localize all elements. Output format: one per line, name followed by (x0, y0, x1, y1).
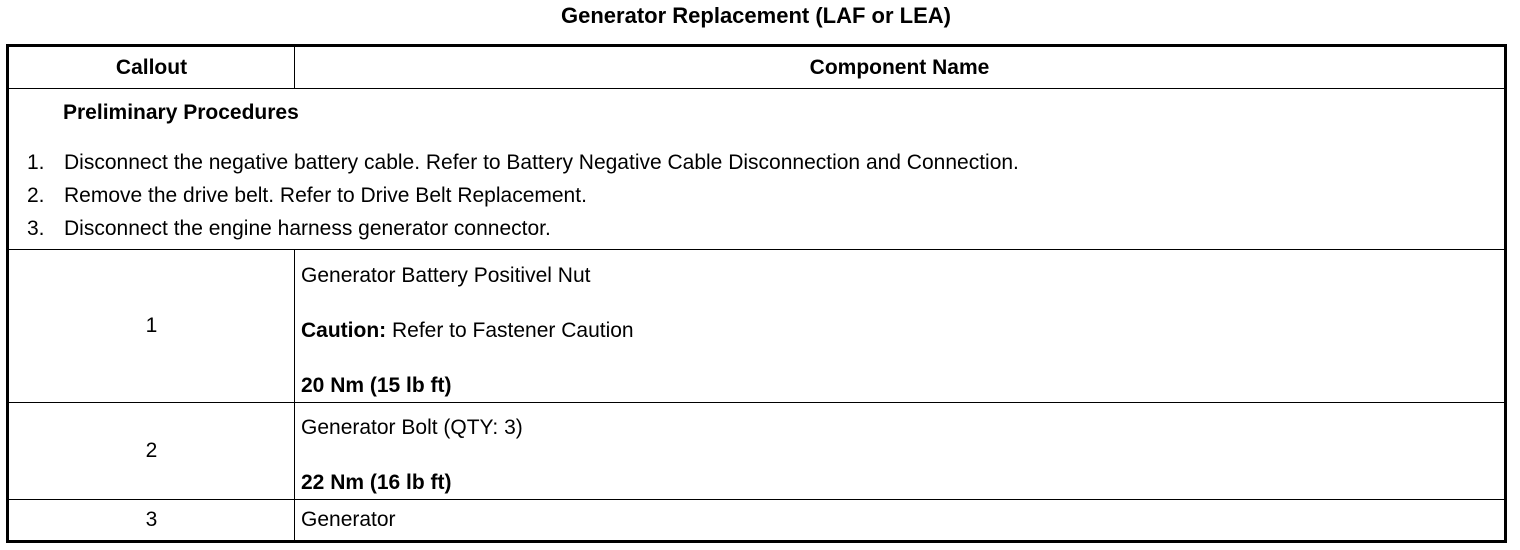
torque-spec: 22 Nm (16 lb ft) (301, 471, 452, 494)
preliminary-procedures-cell (8, 89, 1506, 250)
preliminary-step (9, 212, 1504, 245)
component-name-cell (295, 500, 1506, 542)
preliminary-step (9, 146, 1504, 179)
component-name-cell (295, 250, 1506, 403)
step-text: Disconnect the engine harness generator connector. (64, 217, 551, 240)
component-name: Generator Battery Positivel Nut (301, 264, 591, 287)
step-text: Remove the drive belt. Refer to Drive Belt Replacement. (64, 184, 587, 207)
callout-cell: 2 (8, 403, 295, 500)
table-row (8, 403, 1506, 500)
document-title: Generator Replacement (LAF or LEA) (561, 3, 951, 28)
table-row (8, 500, 1506, 542)
callout-column-header: Callout (8, 46, 295, 89)
preliminary-steps-list (9, 146, 1504, 245)
table-row (8, 250, 1506, 403)
component-name-cell (295, 403, 1506, 500)
caution-text: Refer to Fastener Caution (386, 319, 634, 342)
component-name-column-header: Component Name (295, 46, 1506, 89)
callout-cell: 1 (8, 250, 295, 403)
step-number: 3. (27, 217, 45, 240)
component-name: Generator (301, 508, 396, 531)
step-number: 1. (27, 151, 45, 174)
preliminary-procedures-heading: Preliminary Procedures (63, 101, 299, 124)
caution-label: Caution: (301, 319, 387, 342)
preliminary-step (9, 179, 1504, 212)
step-text: Disconnect the negative battery cable. Refer to Battery Negative Cable Disconnection and Connection. (64, 151, 1019, 174)
component-name: Generator Bolt (QTY: 3) (301, 416, 523, 439)
caution-note (301, 319, 1504, 343)
procedure-table (6, 44, 1507, 543)
preliminary-procedures-row (8, 89, 1506, 250)
torque-spec: 20 Nm (15 lb ft) (301, 374, 452, 397)
step-number: 2. (27, 184, 45, 207)
table-header-row (8, 46, 1506, 89)
callout-cell: 3 (8, 500, 295, 542)
